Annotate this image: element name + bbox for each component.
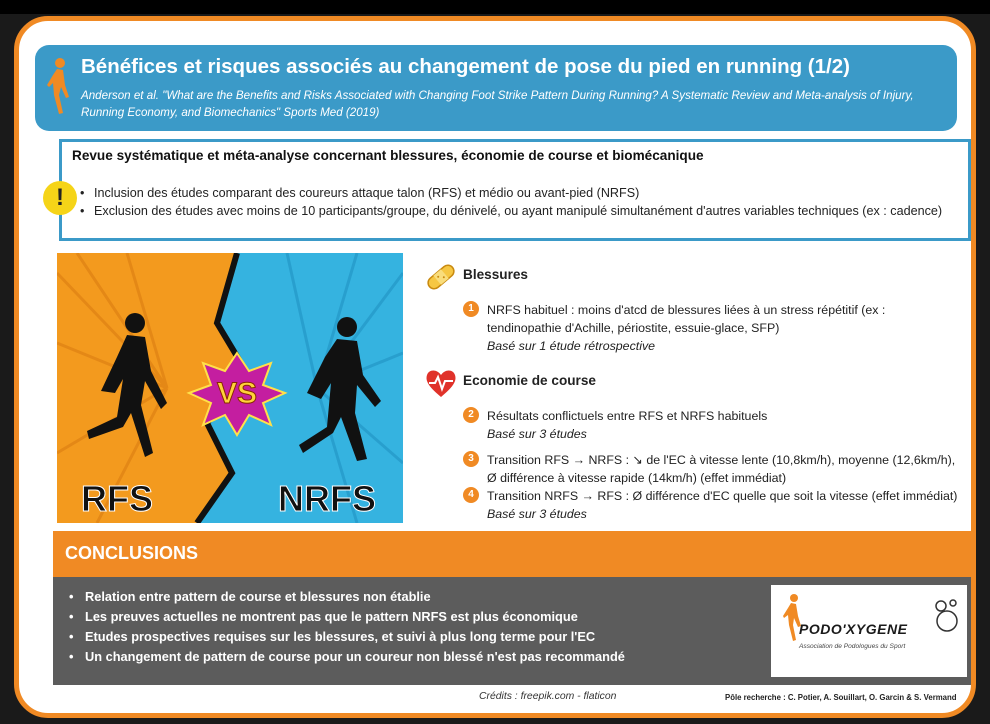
- rfs-label: RFS: [81, 478, 153, 519]
- conclusion-item: • Relation entre pattern de course et blessures non établie: [67, 587, 747, 607]
- finding-text: NRFS habituel : moins d'atcd de blessures liées à un stress répétitif (ex : tendinopathie d'Achille, périostite, essuie-glace, SFP): [487, 303, 886, 335]
- conclusions-heading: CONCLUSIONS: [65, 543, 199, 563]
- finding-basis: Basé sur 3 études: [487, 427, 587, 441]
- credits-text: Crédits : freepik.com - flaticon: [479, 691, 617, 702]
- number-badge: 2: [463, 407, 479, 423]
- review-item: • Exclusion des études avec moins de 10 participants/groupe, du dénivelé, ou ayant manipulé simultanément d'autres variables techniques (ex : cadence): [78, 202, 958, 220]
- finding-basis: Basé sur 1 étude rétrospective: [487, 339, 656, 353]
- bandage-icon: [423, 259, 459, 295]
- economy-heading: Economie de course: [463, 373, 596, 388]
- page-title: Bénéfices et risques associés au changement de pose du pied en running (1/2): [81, 55, 850, 78]
- finding-basis: Basé sur 3 études: [487, 507, 587, 521]
- review-box: [59, 139, 971, 241]
- top-black-strip: [0, 0, 990, 14]
- logo-name: PODO'XYGENE: [799, 621, 908, 637]
- conclusion-item: • Etudes prospectives requises sur les blessures, et suivi à plus long terme pour l'EC: [67, 627, 747, 647]
- header-banner: [35, 45, 957, 131]
- conclusion-item: • Les preuves actuelles ne montrent pas que le pattern NRFS est plus économique: [67, 607, 747, 627]
- infographic-card: [14, 16, 976, 718]
- heart-pulse-icon: [423, 365, 459, 401]
- conclusion-item: • Un changement de pattern de course pour un coureur non blessé n'est pas recommandé: [67, 647, 747, 667]
- runner-icon: [45, 57, 71, 117]
- logo-subtitle: Association de Podologues du Sport: [799, 643, 906, 650]
- finding-text: Transition RFS → NRFS : ↘ de l'EC à vitesse lente (10,8km/h), moyenne (12,6km/h), Ø différence à vitesse rapide (14km/h) (effet immédiat): [487, 453, 956, 485]
- citation: Anderson et al. "What are the Benefits and Risks Associated with Changing Foot Strike Pattern During Running? A Systematic Review and Meta-analysis of Injury, Running Economy, and Biomechanics" Sports Med (2019): [81, 89, 914, 119]
- vs-label: VS: [216, 377, 258, 410]
- review-item: • Inclusion des études comparant des coureurs attaque talon (RFS) et médio ou avant-pied (NRFS): [78, 184, 958, 202]
- finding-text: Transition NRFS → RFS : Ø différence d'EC quelle que soit la vitesse (effet immédiat): [487, 489, 958, 503]
- number-badge: 1: [463, 301, 479, 317]
- research-credits: Pôle recherche : C. Potier, A. Souillart, O. Garcin & S. Vermand: [725, 693, 957, 702]
- finding-text: Résultats conflictuels entre RFS et NRFS habituels: [487, 409, 768, 423]
- conclusions-list: [67, 587, 747, 667]
- conclusions-body: [53, 577, 973, 685]
- review-title: Revue systématique et méta-analyse concernant blessures, économie de course et biomécanique: [72, 148, 704, 163]
- conclusions-header: [53, 531, 973, 577]
- number-badge: 4: [463, 487, 479, 503]
- nrfs-label: NRFS: [278, 478, 376, 519]
- injuries-heading: Blessures: [463, 267, 528, 282]
- review-list: [78, 184, 958, 220]
- exclamation-icon: !: [43, 181, 77, 215]
- bubbles-icon: [933, 599, 961, 633]
- rfs-vs-nrfs-image: [57, 253, 403, 523]
- findings-panel: [423, 257, 963, 527]
- podoxygene-logo: [771, 585, 967, 677]
- number-badge: 3: [463, 451, 479, 467]
- vs-illustration: [57, 253, 403, 523]
